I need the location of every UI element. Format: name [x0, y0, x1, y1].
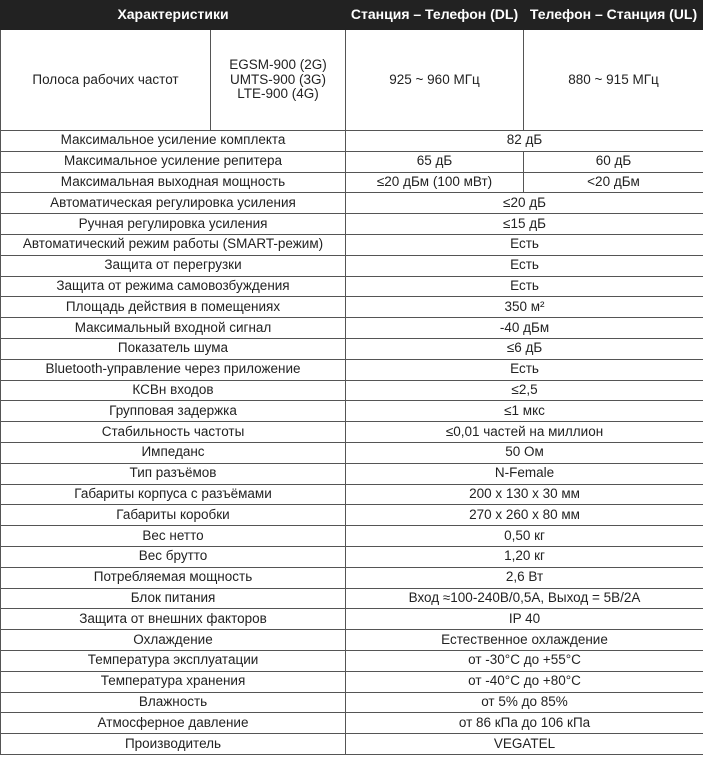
table-row	[1, 380, 703, 401]
spec-value: 2,6 Вт	[346, 567, 703, 588]
spec-label: Температура эксплуатации	[1, 650, 346, 671]
table-row	[1, 422, 703, 443]
table-row	[1, 546, 703, 567]
table-row	[1, 131, 703, 152]
spec-label: Габариты коробки	[1, 505, 346, 526]
standard-egsm: EGSM-900 (2G)	[229, 56, 327, 72]
spec-label: Стабильность частоты	[1, 422, 346, 443]
table-row	[1, 276, 703, 297]
spec-label: Защита от внешних факторов	[1, 609, 346, 630]
spec-value: Есть	[346, 234, 703, 255]
spec-value: 50 Ом	[346, 442, 703, 463]
spec-value: ≤1 мкс	[346, 401, 703, 422]
spec-label: Автоматическая регулировка усиления	[1, 193, 346, 214]
spec-value: Есть	[346, 276, 703, 297]
spec-value: 82 дБ	[346, 131, 703, 152]
spec-label: Влажность	[1, 692, 346, 713]
spec-value-uplink: 60 дБ	[524, 151, 703, 172]
table-row	[1, 318, 703, 339]
frequency-band-row	[1, 30, 703, 131]
spec-value: ≤20 дБ	[346, 193, 703, 214]
spec-label: КСВн входов	[1, 380, 346, 401]
table-row	[1, 526, 703, 547]
header-downlink: Станция – Телефон (DL)	[346, 1, 524, 30]
table-row	[1, 713, 703, 734]
spec-label: Максимальное усиление репитера	[1, 151, 346, 172]
standard-lte: LTE-900 (4G)	[237, 86, 319, 102]
spec-value: 0,50 кг	[346, 526, 703, 547]
table-row	[1, 401, 703, 422]
table-row	[1, 442, 703, 463]
table-row	[1, 297, 703, 318]
spec-label: Габариты корпуса с разъёмами	[1, 484, 346, 505]
spec-value: от -30°С до +55°С	[346, 650, 703, 671]
spec-value: от 5% до 85%	[346, 692, 703, 713]
spec-label: Ручная регулировка усиления	[1, 214, 346, 235]
spec-value: ≤0,01 частей на миллион	[346, 422, 703, 443]
table-row	[1, 214, 703, 235]
spec-label: Охлаждение	[1, 630, 346, 651]
spec-value: 200 x 130 x 30 мм	[346, 484, 703, 505]
spec-label: Площадь действия в помещениях	[1, 297, 346, 318]
table-row	[1, 484, 703, 505]
spec-label: Потребляемая мощность	[1, 567, 346, 588]
frequency-band-label: Полоса рабочих частот	[1, 30, 211, 131]
spec-value: Вход ≈100-240В/0,5А, Выход = 5В/2А	[346, 588, 703, 609]
spec-value: Есть	[346, 359, 703, 380]
table-row	[1, 692, 703, 713]
spec-value: 350 м²	[346, 297, 703, 318]
spec-label: Блок питания	[1, 588, 346, 609]
spec-label: Bluetooth-управление через приложение	[1, 359, 346, 380]
spec-value: 1,20 кг	[346, 546, 703, 567]
header-characteristics: Характеристики	[1, 1, 346, 30]
uplink-frequency: 880 ~ 915 МГц	[524, 30, 703, 131]
table-row	[1, 588, 703, 609]
spec-label: Защита от перегрузки	[1, 255, 346, 276]
table-row	[1, 630, 703, 651]
table-row	[1, 172, 703, 193]
spec-value: ≤2,5	[346, 380, 703, 401]
spec-label: Показатель шума	[1, 338, 346, 359]
table-row	[1, 734, 703, 755]
spec-label: Защита от режима самовозбуждения	[1, 276, 346, 297]
table-row	[1, 505, 703, 526]
table-header-row	[1, 1, 703, 30]
table-row	[1, 463, 703, 484]
spec-value: Естественное охлаждение	[346, 630, 703, 651]
table-row	[1, 234, 703, 255]
standard-umts: UMTS-900 (3G)	[229, 71, 327, 87]
spec-label: Автоматический режим работы (SMART-режим)	[1, 234, 346, 255]
spec-label: Импеданс	[1, 442, 346, 463]
spec-value: IP 40	[346, 609, 703, 630]
spec-label: Температура хранения	[1, 671, 346, 692]
spec-value: от 86 кПа до 106 кПа	[346, 713, 703, 734]
spec-value: от -40°С до +80°С	[346, 671, 703, 692]
spec-value: N-Female	[346, 463, 703, 484]
spec-value: ≤6 дБ	[346, 338, 703, 359]
table-row	[1, 671, 703, 692]
spec-label: Вес брутто	[1, 546, 346, 567]
spec-value: Есть	[346, 255, 703, 276]
spec-value-downlink: 65 дБ	[346, 151, 524, 172]
table-row	[1, 151, 703, 172]
spec-value: 270 x 260 x 80 мм	[346, 505, 703, 526]
table-row	[1, 193, 703, 214]
table-row	[1, 650, 703, 671]
spec-label: Производитель	[1, 734, 346, 755]
spec-value: ≤15 дБ	[346, 214, 703, 235]
spec-label: Тип разъёмов	[1, 463, 346, 484]
header-uplink: Телефон – Станция (UL)	[524, 1, 703, 30]
table-row	[1, 567, 703, 588]
table-row	[1, 609, 703, 630]
frequency-standards-cell	[211, 30, 346, 131]
spec-label: Максимальная выходная мощность	[1, 172, 346, 193]
spec-value-downlink: ≤20 дБм (100 мВт)	[346, 172, 524, 193]
spec-value: -40 дБм	[346, 318, 703, 339]
table-row	[1, 359, 703, 380]
table-row	[1, 255, 703, 276]
spec-label: Атмосферное давление	[1, 713, 346, 734]
spec-label: Максимальное усиление комплекта	[1, 131, 346, 152]
spec-value: VEGATEL	[346, 734, 703, 755]
downlink-frequency: 925 ~ 960 МГц	[346, 30, 524, 131]
spec-label: Групповая задержка	[1, 401, 346, 422]
spec-value-uplink: <20 дБм	[524, 172, 703, 193]
spec-label: Максимальный входной сигнал	[1, 318, 346, 339]
table-row	[1, 338, 703, 359]
spec-label: Вес нетто	[1, 526, 346, 547]
